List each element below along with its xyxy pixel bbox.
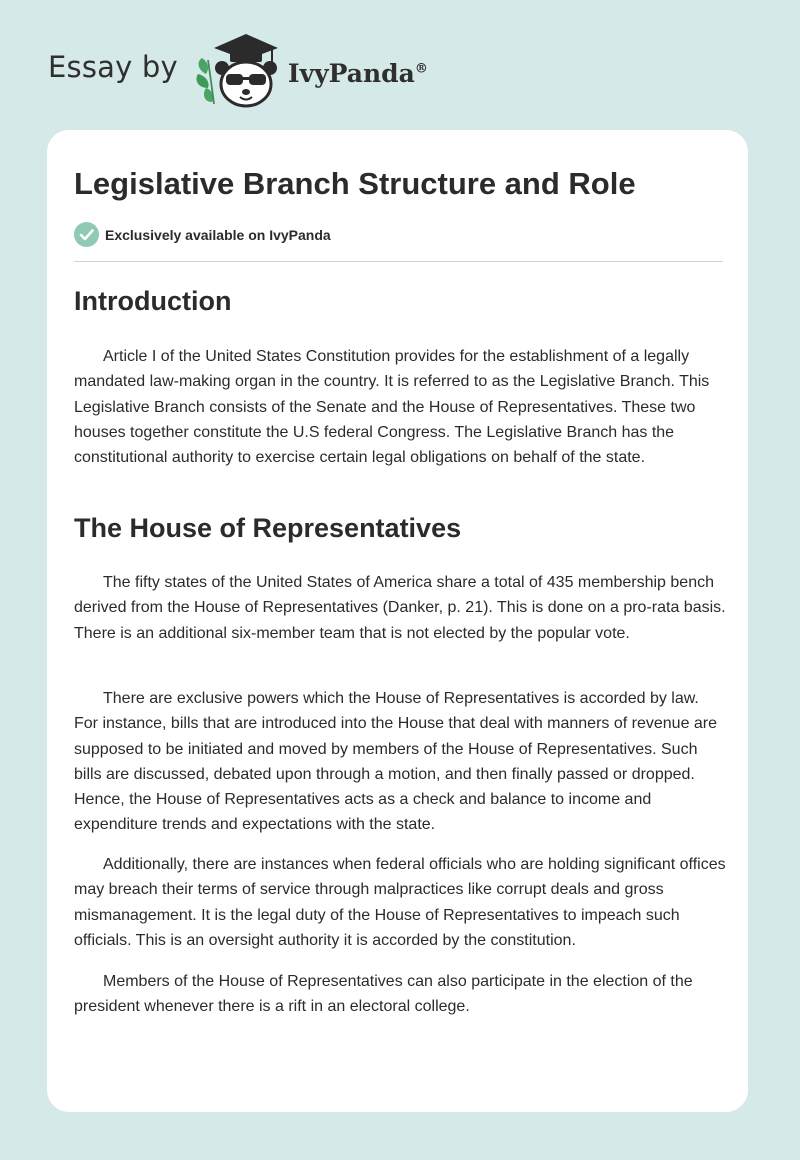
title-divider [74,261,723,262]
section-heading-house: The House of Representatives [74,513,462,543]
paragraph: The fifty states of the United States of America share a total of 435 membership bench derived from the House of Representatives (Danker, p. 21). This is done on a pro-rata basis. There is an additional six-member team that is not elected by the popular vote. [74,574,726,642]
exclusive-badge [74,222,331,247]
site-brand[interactable] [48,30,428,110]
panda-logo-icon [192,30,284,110]
trademark-symbol: ® [414,61,428,77]
exclusive-badge-text: Exclusively available on IvyPanda [105,226,331,243]
essay-card [47,130,748,1112]
ivy-leaf-icon [196,58,214,104]
section-heading-introduction: Introduction [74,286,232,316]
check-badge-icon [74,222,99,247]
page-title: Legislative Branch Structure and Role [74,166,636,201]
paragraph: Additionally, there are instances when federal officials who are holding significant offices may breach their terms of service through malpractices like corrupt deals and gross mismanagement. It is the legal duty of the House of Representatives to impeach such officials. This is an oversight authority it is accorded by the constitution. [74,856,726,949]
brand-name: IvyPanda® [287,58,428,88]
paragraph: Article I of the United States Constitution provides for the establishment of a legally mandated law-making organ in the country. It is referred to as the Legislative Branch. This Legislative Branch consists of the Senate and the House of Representatives. These two houses together constitute the U.S federal Congress. The Legislative Branch has the constitutional authority to exercise certain legal obligations on behalf of the state. [74,348,710,467]
brand-prefix: Essay by [48,50,178,84]
paragraph: Members of the House of Representatives can also participate in the election of the president whenever there is a rift in an electoral college. [74,973,693,1016]
paragraph: There are exclusive powers which the House of Representatives is accorded by law. For instance, bills that are introduced into the House that deal with manners of revenue are supposed to be initiated and moved by members of the House of Representatives. Such bills are discussed, debated upon through a motion, and then finally passed or dropped. Hence, the House of Representatives acts as a check and balance to income and expenditure trends and expectations with the state. [74,690,718,834]
